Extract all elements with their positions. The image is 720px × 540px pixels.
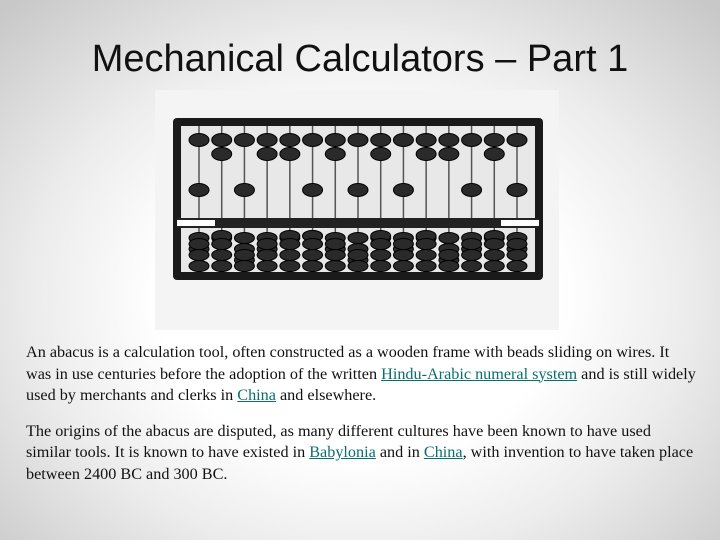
abacus-bead xyxy=(439,148,459,161)
paragraph-abacus-description xyxy=(26,342,696,407)
abacus-bead xyxy=(371,250,391,261)
abacus-bead xyxy=(212,261,232,272)
abacus-bead xyxy=(325,250,345,261)
abacus-bead xyxy=(439,261,459,272)
abacus-bead xyxy=(325,148,345,161)
text-span: An abacus is a calculation tool, often constructed as a wooden frame with beads sliding on wires. It was in use centuries before the adoption of the written xyxy=(26,343,670,383)
abacus-bead xyxy=(393,134,413,147)
abacus-bead xyxy=(189,250,209,261)
body-text xyxy=(26,342,696,499)
link-hindu-arabic-numeral-system[interactable]: Hindu-Arabic numeral system xyxy=(381,364,578,383)
abacus-bead xyxy=(234,261,254,272)
abacus-bead xyxy=(257,134,277,147)
abacus-bead xyxy=(484,261,504,272)
abacus-bead xyxy=(234,250,254,261)
abacus-bead xyxy=(393,261,413,272)
abacus-bead xyxy=(257,250,277,261)
abacus-clip-right xyxy=(501,220,539,226)
abacus-bead xyxy=(280,148,300,161)
text-span: and in xyxy=(375,443,424,461)
abacus-bead xyxy=(257,148,277,161)
abacus-bead xyxy=(371,134,391,147)
abacus-bead xyxy=(234,233,254,244)
paragraph-abacus-origins xyxy=(26,421,696,486)
abacus-bead xyxy=(212,239,232,250)
abacus-bead xyxy=(280,250,300,261)
abacus-bead xyxy=(325,261,345,272)
abacus-bead xyxy=(371,239,391,250)
abacus-bead xyxy=(348,184,368,197)
abacus-bead xyxy=(462,261,482,272)
abacus-bead xyxy=(416,148,436,161)
link-china[interactable]: China xyxy=(237,386,276,404)
abacus-bead xyxy=(416,134,436,147)
text-span: and elsewhere. xyxy=(275,386,377,404)
abacus-bead xyxy=(416,261,436,272)
abacus-bead xyxy=(303,184,323,197)
abacus-bead xyxy=(484,239,504,250)
abacus-bead xyxy=(348,261,368,272)
abacus-bead xyxy=(507,261,527,272)
abacus-bead xyxy=(439,134,459,147)
link-china[interactable]: China xyxy=(423,443,463,461)
abacus-bead xyxy=(257,239,277,250)
abacus-bead xyxy=(189,134,209,147)
abacus-illustration xyxy=(155,90,559,330)
abacus-bead xyxy=(348,233,368,244)
abacus-bead xyxy=(484,250,504,261)
abacus-bead xyxy=(325,134,345,147)
abacus-bead xyxy=(484,134,504,147)
abacus-bead xyxy=(439,250,459,261)
abacus-bead xyxy=(303,261,323,272)
abacus-bead xyxy=(507,184,527,197)
abacus-bead xyxy=(416,250,436,261)
abacus-bead xyxy=(257,261,277,272)
abacus-bead xyxy=(439,233,459,244)
slide-title: Mechanical Calculators – Part 1 xyxy=(91,38,629,80)
abacus-bead xyxy=(462,184,482,197)
abacus-bead xyxy=(462,250,482,261)
link-babylonia[interactable]: Babylonia xyxy=(309,443,376,461)
abacus-beam xyxy=(177,218,539,228)
abacus-bead xyxy=(325,239,345,250)
abacus-photo xyxy=(155,90,559,330)
abacus-bead xyxy=(189,239,209,250)
abacus-bead xyxy=(462,134,482,147)
abacus-bead xyxy=(303,134,323,147)
abacus-clip-left xyxy=(177,220,215,226)
text-span: The origins of the abacus are disputed, as many different cultures have been known to have used similar tools. It is known to have existed in xyxy=(26,421,651,461)
abacus-bead xyxy=(416,239,436,250)
text-span: and is still widely used by merchants and clerks in xyxy=(26,364,696,404)
abacus-bead xyxy=(212,148,232,161)
abacus-bead xyxy=(484,148,504,161)
abacus-bead xyxy=(212,250,232,261)
abacus-bead xyxy=(371,148,391,161)
abacus-bead xyxy=(280,239,300,250)
abacus-bead xyxy=(393,239,413,250)
abacus-bead xyxy=(303,250,323,261)
abacus-bead xyxy=(393,250,413,261)
abacus-bead xyxy=(234,134,254,147)
abacus-bead xyxy=(280,261,300,272)
abacus-bead xyxy=(280,134,300,147)
abacus-bead xyxy=(348,134,368,147)
abacus-bead xyxy=(393,184,413,197)
abacus-bead xyxy=(507,250,527,261)
abacus-bead xyxy=(348,250,368,261)
abacus-bead xyxy=(189,184,209,197)
abacus-bead xyxy=(507,134,527,147)
abacus-bead xyxy=(212,134,232,147)
abacus-bead xyxy=(371,261,391,272)
abacus-bead xyxy=(189,261,209,272)
abacus-bead xyxy=(462,239,482,250)
abacus-bead xyxy=(234,184,254,197)
abacus-bead xyxy=(507,239,527,250)
abacus-bead xyxy=(303,239,323,250)
text-span: , with invention to have taken place between 2400 BC and 300 BC. xyxy=(26,443,694,483)
